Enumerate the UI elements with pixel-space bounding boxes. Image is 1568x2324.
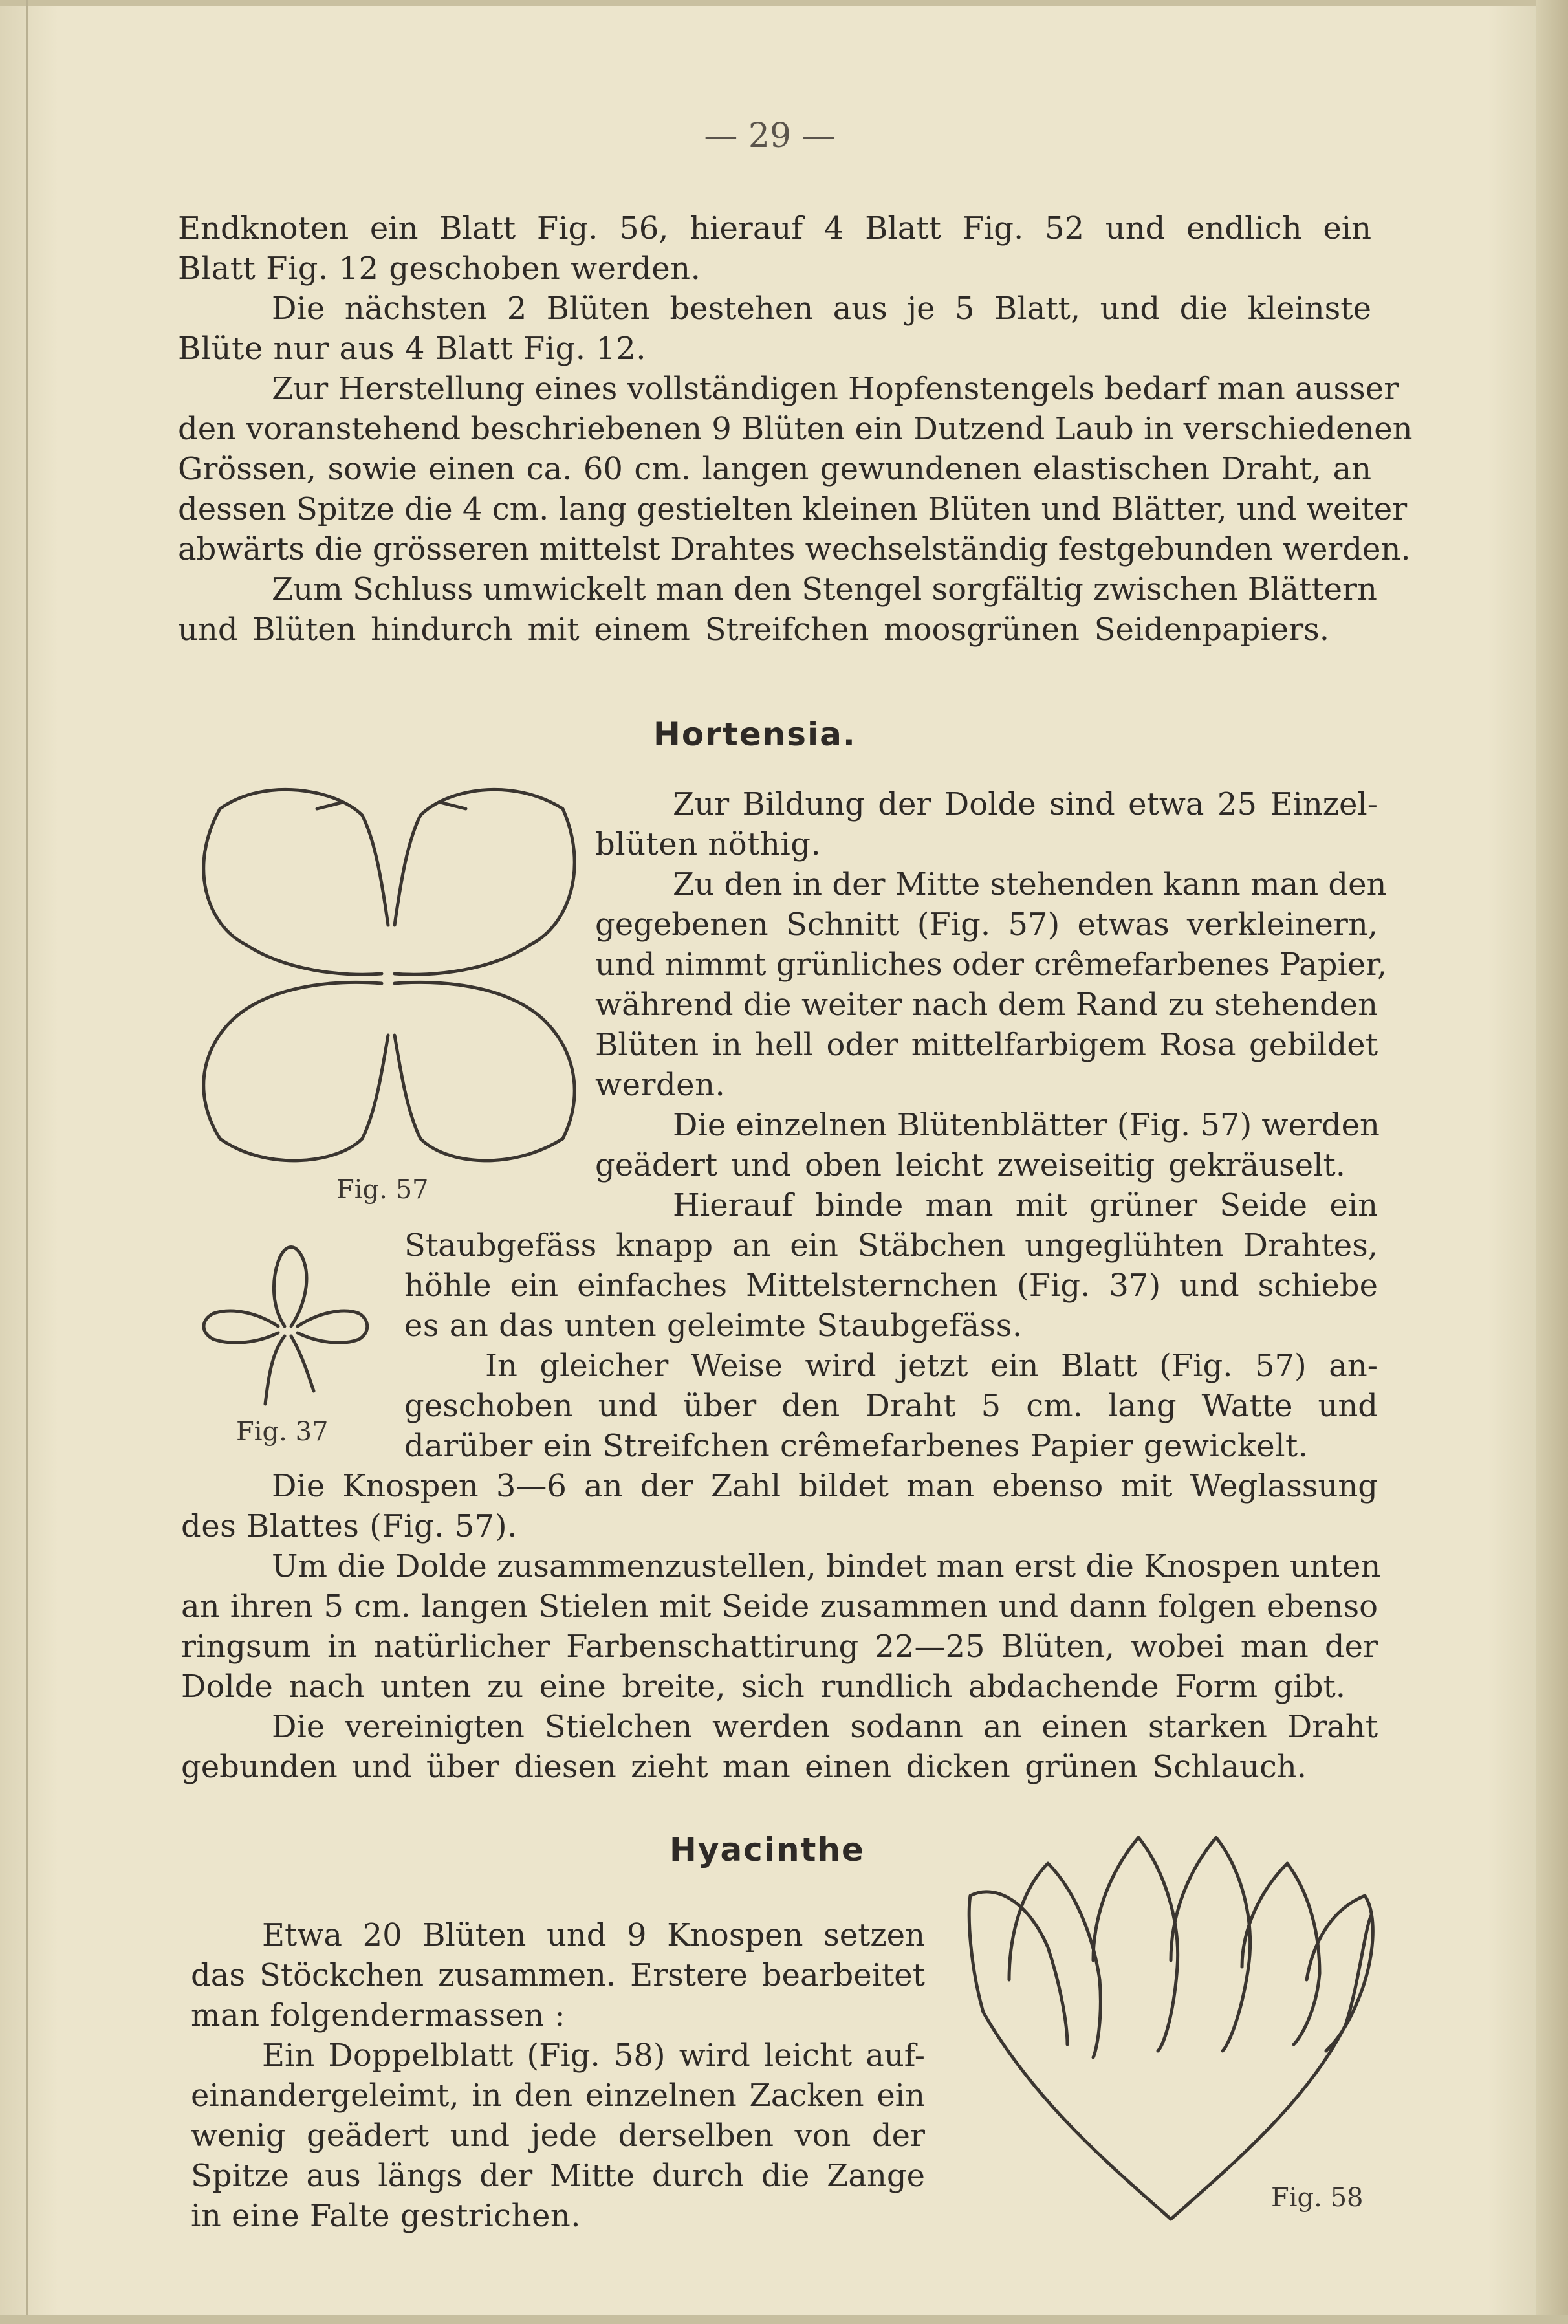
binding-line <box>26 0 28 2324</box>
hortensia-line: gegebenen Schnitt (Fig. 57) etwas verkleinern, <box>595 906 1378 943</box>
fig-57-petal-drawing <box>188 776 589 1178</box>
intro-line: Blatt Fig. 12 geschoben werden. <box>178 250 701 287</box>
hortensia-line: Die Knospen 3—6 an der Zahl bildet man ebenso mit Weglassung <box>272 1468 1378 1504</box>
intro-line: Die nächsten 2 Blüten bestehen aus je 5 Blatt, und die kleinste <box>272 290 1371 327</box>
hortensia-line: des Blattes (Fig. 57). <box>181 1508 517 1544</box>
intro-line: dessen Spitze die 4 cm. lang gestielten kleinen Blüten und Blätter, und weiter <box>178 491 1408 527</box>
hortensia-line: an ihren 5 cm. langen Stielen mit Seide zusammen und dann folgen ebenso <box>181 1588 1378 1625</box>
hortensia-line: Staubgefäss knapp an ein Stäbchen ungeglühten Drahtes, <box>404 1227 1378 1264</box>
page-top-edge <box>0 0 1568 6</box>
hortensia-line: Zu den in der Mitte stehenden kann man den <box>673 866 1387 903</box>
intro-line: Blüte nur aus 4 Blatt Fig. 12. <box>178 331 647 367</box>
intro-line: Zur Herstellung eines vollständigen Hopfenstengels bedarf man ausser <box>272 371 1399 407</box>
fig-37-label: Fig. 37 <box>236 1417 329 1447</box>
page-right-edge <box>1536 0 1568 2324</box>
hortensia-line: höhle ein einfaches Mittelsternchen (Fig. 37) und schiebe <box>404 1267 1378 1304</box>
hortensia-line: darüber ein Streifchen crêmefarbenes Papier gewickelt. <box>404 1428 1309 1464</box>
hortensia-line: In gleicher Weise wird jetzt ein Blatt (Fig. 57) an- <box>485 1348 1378 1384</box>
hortensia-line: gebunden und über diesen zieht man einen dicken grünen Schlauch. <box>181 1749 1307 1785</box>
intro-line: Endknoten ein Blatt Fig. 56, hierauf 4 Blatt Fig. 52 und endlich ein <box>178 210 1371 247</box>
hortensia-line: ringsum in natürlicher Farbenschattirung 22—25 Blüten, wobei man der <box>181 1628 1378 1665</box>
hyacinthe-line: in eine Falte gestrichen. <box>191 2198 582 2234</box>
intro-line: Zum Schluss umwickelt man den Stengel sorgfältig zwischen Blättern <box>272 571 1377 608</box>
fig-37-star-drawing <box>201 1229 369 1417</box>
fig-58-label: Fig. 58 <box>1271 2183 1364 2213</box>
hyacinthe-line: Ein Doppelblatt (Fig. 58) wird leicht auf- <box>262 2037 925 2074</box>
fig-58-double-leaf-drawing <box>957 1831 1378 2232</box>
hyacinthe-line: man folgendermassen : <box>191 1997 566 2034</box>
hortensia-line: und nimmt grünliches oder crêmefarbenes Papier, <box>595 947 1388 983</box>
hortensia-line: geädert und oben leicht zweiseitig gekräuselt. <box>595 1147 1345 1183</box>
intro-line: und Blüten hindurch mit einem Streifchen moosgrünen Seidenpapiers. <box>178 611 1329 648</box>
intro-line: den voranstehend beschriebenen 9 Blüten ein Dutzend Laub in verschiedenen <box>178 411 1413 447</box>
hortensia-line: Die einzelnen Blütenblätter (Fig. 57) werden <box>673 1107 1380 1143</box>
hyacinthe-line: das Stöckchen zusammen. Erstere bearbeitet <box>191 1957 925 1993</box>
hortensia-line: werden. <box>595 1067 726 1103</box>
page-bottom-edge <box>0 2315 1568 2324</box>
hyacinthe-line: wenig geädert und jede derselben von der <box>191 2118 925 2154</box>
hortensia-line: Zur Bildung der Dolde sind etwa 25 Einzel- <box>673 786 1378 822</box>
hyacinthe-line: Etwa 20 Blüten und 9 Knospen setzen <box>262 1917 925 1953</box>
hortensia-line: geschoben und über den Draht 5 cm. lang Watte und <box>404 1388 1378 1424</box>
page-number: — 29 — <box>704 116 836 155</box>
hortensia-line: während die weiter nach dem Rand zu stehenden <box>595 987 1378 1023</box>
fig-57-label: Fig. 57 <box>336 1175 429 1205</box>
section-title-hortensia: Hortensia. <box>653 716 856 753</box>
hortensia-line: Blüten in hell oder mittelfarbigem Rosa gebildet <box>595 1027 1378 1063</box>
hortensia-line: es an das unten geleimte Staubgefäss. <box>404 1308 1023 1344</box>
hortensia-line: Hierauf binde man mit grüner Seide ein <box>673 1187 1378 1223</box>
section-title-hyacinthe: Hyacinthe <box>670 1831 865 1869</box>
hortensia-line: Die vereinigten Stielchen werden sodann an einen starken Draht <box>272 1709 1378 1745</box>
intro-line: abwärts die grösseren mittelst Drahtes wechselständig festgebunden werden. <box>178 531 1411 567</box>
hortensia-line: Um die Dolde zusammenzustellen, bindet man erst die Knospen unten <box>272 1548 1381 1584</box>
intro-line: Grössen, sowie einen ca. 60 cm. langen gewundenen elastischen Draht, an <box>178 451 1371 487</box>
hyacinthe-line: Spitze aus längs der Mitte durch die Zange <box>191 2158 925 2194</box>
hyacinthe-line: einandergeleimt, in den einzelnen Zacken ein <box>191 2077 925 2114</box>
hortensia-line: Dolde nach unten zu eine breite, sich rundlich abdachende Form gibt. <box>181 1669 1345 1705</box>
hortensia-line: blüten nöthig. <box>595 826 822 862</box>
